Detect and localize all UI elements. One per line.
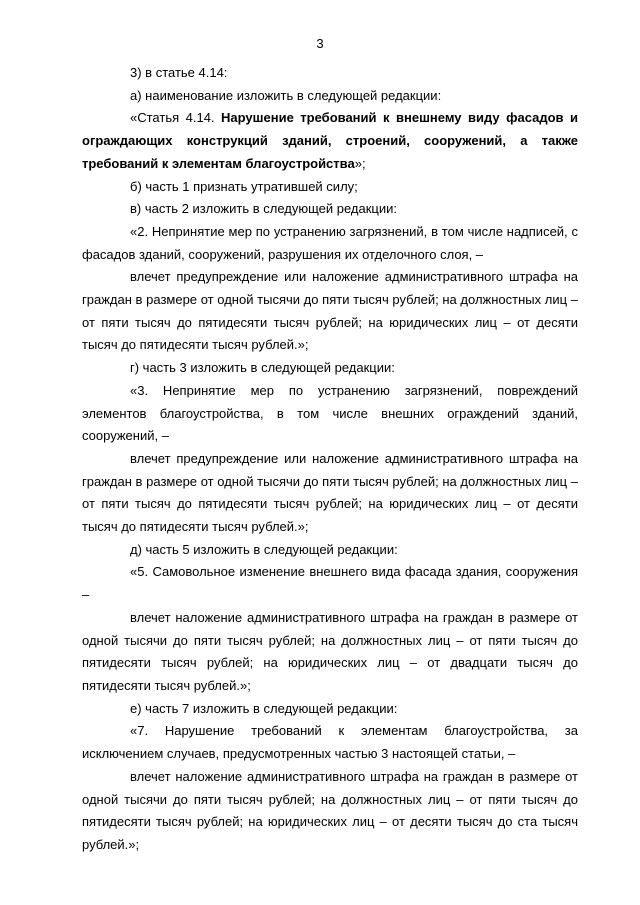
paragraph-part-5: «5. Самовольное изменение внешнего вида фасада здания, сооружения – <box>82 564 578 603</box>
paragraph-article-item: 3) в статье 4.14: <box>130 65 228 80</box>
paragraph-part-7-penalty: влечет наложение административного штрафа на граждан в размере от одной тысячи до пяти тысяч рублей; на должностных лиц – от пяти тысяч до пятидесяти тысяч рублей; на юридических лиц – от десяти тысяч до ста тысяч рублей.»; <box>82 768 578 852</box>
paragraph-subitem-b: б) часть 1 признать утратившей силу; <box>130 178 358 194</box>
article-title-suffix: »; <box>354 155 366 171</box>
paragraph-subitem-a: а) наименование изложить в следующей редакции: <box>130 87 442 103</box>
document-body <box>82 62 578 857</box>
paragraph-article-title <box>82 107 578 175</box>
paragraph-part-3-penalty: влечет предупреждение или наложение административного штрафа на граждан в размере от одной тысячи до пяти тысяч рублей; на должностных лиц – от пяти тысяч до пятидесяти тысяч рублей; на юридических лиц – от десяти тысяч до пятидесяти тысяч рублей.»; <box>82 450 578 535</box>
page-number: 3 <box>316 36 324 51</box>
article-title-prefix: «Статья 4.14. <box>130 110 222 126</box>
paragraph-subitem-g: г) часть 3 изложить в следующей редакции: <box>130 360 395 376</box>
paragraph-subitem-e: е) часть 7 изложить в следующей редакции: <box>130 700 398 716</box>
paragraph-subitem-v: в) часть 2 изложить в следующей редакции: <box>130 201 398 217</box>
article-title-bold: Нарушение требований к внешнему виду фасадов и ограждающих конструкций зданий, строений, сооружений, а также требований к элементам благоустройства <box>82 110 578 171</box>
paragraph-part-5-penalty: влечет наложение административного штрафа на граждан в размере от одной тысячи до пяти тысяч рублей; на должностных лиц – от пяти тысяч до пятидесяти тысяч рублей; на юридических лиц – от двадцати тысяч до пятидесяти тысяч рублей.»; <box>82 609 578 693</box>
paragraph-part-2-penalty: влечет предупреждение или наложение административного штрафа на граждан в размере от одной тысячи до пяти тысяч рублей; на должностных лиц – от пяти тысяч до пятидесяти тысяч рублей; на юридических лиц – от десяти тысяч до пятидесяти тысяч рублей.»; <box>82 269 578 353</box>
paragraph-part-3: «3. Непринятие мер по устранению загрязнений, повреждений элементов благоустройства, в том числе внешних ограждений зданий, сооружений, – <box>82 382 578 444</box>
paragraph-part-7: «7. Нарушение требований к элементам благоустройства, за исключением случаев, предусмотренных частью 3 настоящей статьи, – <box>82 723 578 762</box>
paragraph-subitem-d: д) часть 5 изложить в следующей редакции: <box>130 541 398 557</box>
paragraph-part-2: «2. Непринятие мер по устранению загрязнений, в том числе надписей, с фасадов зданий, сооружений, разрушения их отделочного слоя, – <box>82 223 578 262</box>
